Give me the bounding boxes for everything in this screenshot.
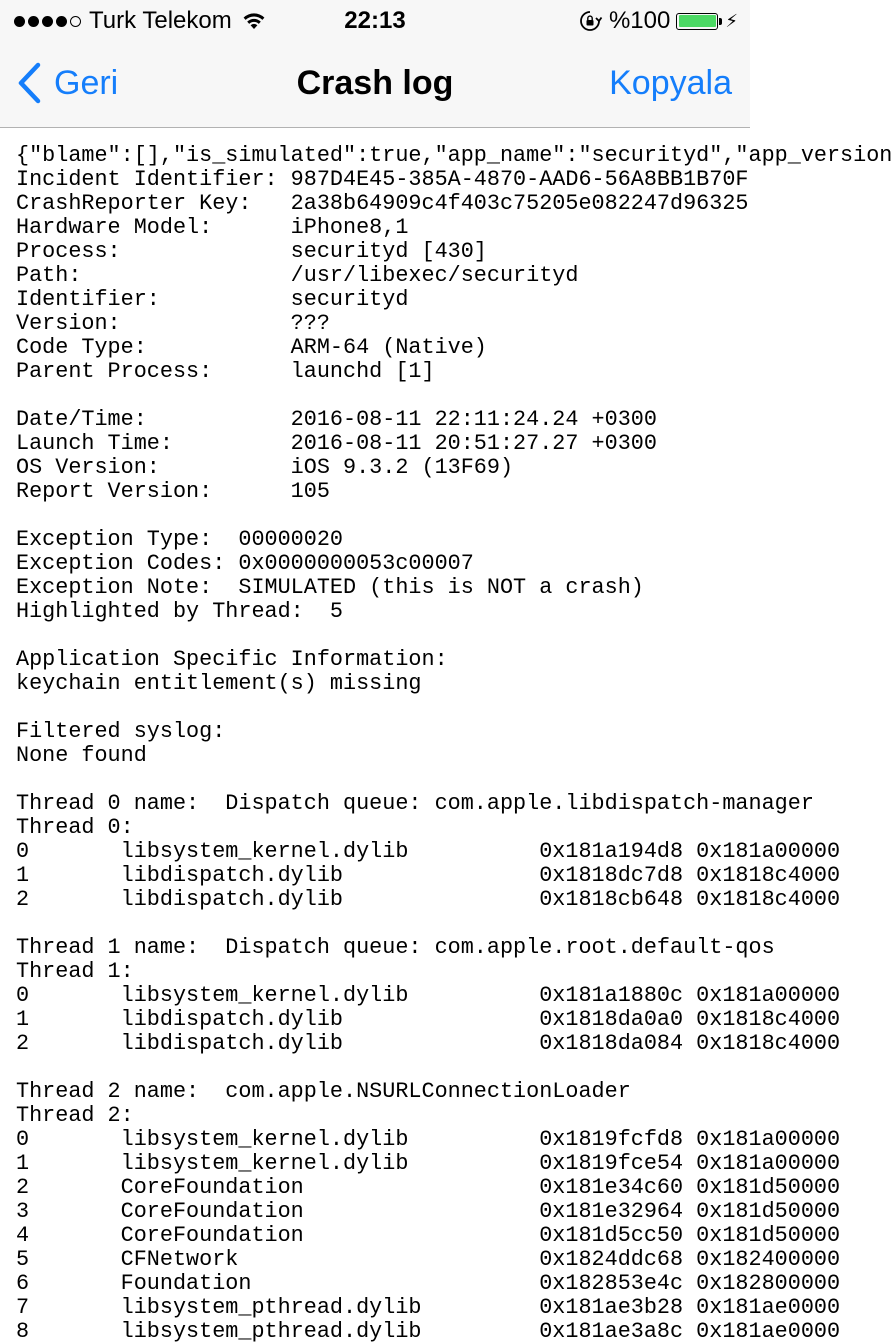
- status-bar: [0, 0, 750, 40]
- rotation-lock-icon: [579, 10, 601, 32]
- crash-log-view[interactable]: [0, 128, 892, 1344]
- carrier-label: Turk Telekom: [89, 7, 232, 34]
- copy-button[interactable]: Kopyala: [609, 64, 732, 102]
- charging-bolt-icon: ⚡: [725, 11, 738, 31]
- crash-log-text: {"blame":[],"is_simulated":true,"app_name":"securityd","app_version Incident Identifier: 987D4E45-385A-4870-AAD6-56A8BB1B70F CrashReporter Key: 2a38b64909c4f403c75205e082247d96325 Hardware Model: iPhone8,1 Process: securityd [430] Path: /usr/libexec/securityd Identifier: securityd Version: ??? Code Type: ARM-64 (Native) Parent Process: launchd [1] Date/Time: 2016-08-11 22:11:24.24 +0300 Launch Time: 2016-08-11 20:51:27.27 +0300 OS Version: iOS 9.3.2 (13F69) Report Version: 105 Exception Type: 00000020 Exception Codes: 0x0000000053c00007 Exception Note: SIMULATED (this is NOT a crash) Highlighted by Thread: 5 Application Specific Information: keychain entitlement(s) missing Filtered syslog: None found Thread 0 name: Dispatch queue: com.apple.libdispatch-manager Thread 0: 0 libsystem_kernel.dylib 0x181a194d8 0x181a00000 1 libdispatch.dylib 0x1818dc7d8 0x1818c4000 2 libdispatch.dylib 0x1818cb648 0x1818c4000 Thread 1 name: Dispatch queue: com.apple.root.default-qos Thread 1: 0 libsystem_kernel.dylib 0x181a1880c 0x181a00000 1 libdispatch.dylib 0x1818da0a0 0x1818c4000 2 libdispatch.dylib 0x1818da084 0x1818c4000 Thread 2 name: com.apple.NSURLConnectionLoader Thread 2: 0 libsystem_kernel.dylib 0x1819fcfd8 0x181a00000 1 libsystem_kernel.dylib 0x1819fce54 0x181a00000 2 CoreFoundation 0x181e34c60 0x181d50000 3 CoreFoundation 0x181e32964 0x181d50000 4 CoreFoundation 0x181d5cc50 0x181d50000 5 CFNetwork 0x1824ddc68 0x182400000 6 Foundation 0x182853e4c 0x182800000 7 libsystem_pthread.dylib 0x181ae3b28 0x181ae0000 8 libsystem_pthread.dylib 0x181ae3a8c 0x181ae0000: [16, 143, 892, 1344]
- battery-percent: %100: [608, 7, 671, 34]
- navigation-bar: [0, 40, 750, 128]
- page-title: Crash log: [296, 64, 454, 102]
- status-right: [579, 7, 738, 35]
- status-time: 22:13: [344, 7, 406, 34]
- battery-icon: [676, 13, 722, 30]
- back-label: Geri: [54, 63, 119, 102]
